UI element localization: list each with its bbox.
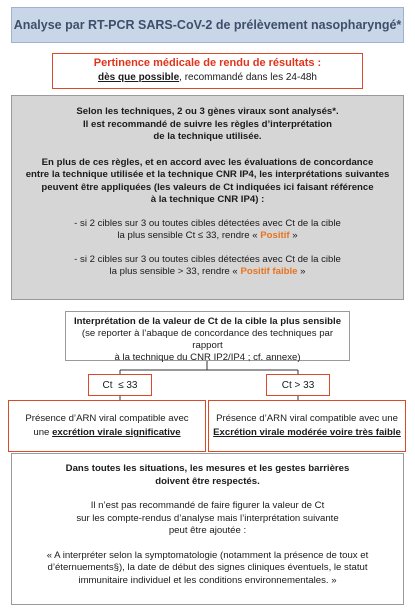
rule-positive-low [12, 254, 403, 279]
rule-line: la plus sensible > 33, rendre « [109, 266, 241, 277]
pertinence-bold: dès que possible [98, 72, 180, 83]
footer-quote [12, 550, 403, 588]
footer-para-line: sur les compte-rendus d’analyse mais l’interprétation suivante [76, 512, 339, 524]
result-significant-line: Présence d’ARN viral compatible avec [25, 413, 189, 424]
result-significant-bold: excrétion virale significative [52, 427, 181, 438]
rules-intro-line: de la technique utilisée. [153, 131, 262, 142]
result-moderate-bold: Excrétion virale modérée voire très faible [213, 427, 401, 438]
footer-quote-line: d’éternuements§), la date de début des signes cliniques éventuels, le statut [47, 562, 368, 573]
footer-heading-line: doivent être respectés. [155, 475, 260, 487]
result-significant-box [8, 400, 206, 452]
rules-concordance [12, 157, 403, 207]
ct-low-label: Ct ≤ 33 [102, 379, 138, 391]
footer-panel [11, 453, 404, 605]
pertinence-rest: , recommandé dans les 24-48h [179, 72, 317, 83]
interpretation-box [65, 311, 350, 361]
interpretation-heading: Interprétation de la valeur de Ct de la cible la plus sensible [73, 316, 342, 327]
rule-line: » [297, 266, 306, 277]
rule-positive [12, 218, 403, 243]
rules-panel [11, 95, 404, 300]
interpretation-line: (se reporter à l’abaque de concordance des techniques par rapport [81, 328, 334, 351]
footer-para-line: peut être ajoutée : [168, 525, 247, 536]
rule-line: » [289, 230, 298, 241]
rules-intro [12, 106, 403, 144]
pertinence-heading: Pertinence médicale de rendu de résultats : [93, 57, 322, 69]
rule-line: - si 2 cibles sur 3 ou toutes cibles détectées avec Ct de la cible [74, 217, 341, 229]
result-significant-line2 [33, 426, 180, 440]
concordance-line: entre la technique utilisée et la technique CNR IP4, les interprétations suivantes [25, 169, 390, 180]
rules-intro-line: Selon les techniques, 2 ou 3 gènes viraux sont analysés*. [76, 106, 339, 117]
footer-para-line: Il n’est pas recommandé de faire figurer la valeur de Ct [90, 500, 325, 511]
rule-line: la plus sensible Ct ≤ 33, rendre « [117, 230, 261, 241]
result-pre: une [33, 427, 53, 438]
footer-quote-line: « A interpréter selon la symptomatologie (notamment la présence de toux et [46, 549, 369, 561]
concordance-line: En plus de ces règles, et en accord avec les évaluations de concordance [41, 156, 374, 168]
interpretation-line: à la technique du CNR IP2/IP4 ; cf. annexe) [114, 352, 301, 363]
rule-line: - si 2 cibles sur 3 ou toutes cibles détectées avec Ct de la cible [74, 253, 341, 265]
ct-low-box [88, 374, 152, 396]
footer-quote-line: immunitaire individuel et les conditions environnementales. » [78, 574, 337, 586]
footer-paragraph [12, 500, 403, 538]
concordance-line: à la technique CNR IP4) : [150, 194, 265, 205]
concordance-line: peuvent être appliquées (les valeurs de Ct indiquées ici faisant référence [41, 181, 374, 193]
rules-intro-line: Il est recommandé de suivre les règles d’interprétation [83, 118, 332, 130]
result-moderate-line: Présence d’ARN viral compatible avec une [216, 413, 398, 424]
ct-high-box [266, 374, 330, 396]
footer-heading [12, 463, 403, 488]
title-text: Analyse par RT-PCR SARS-CoV-2 de prélèvement nasopharyngé* [13, 18, 402, 32]
result-positif: Positif [260, 230, 290, 241]
pertinence-box [52, 53, 363, 89]
ct-high-label: Ct > 33 [281, 379, 315, 391]
pertinence-line [53, 72, 362, 83]
result-moderate-box [208, 400, 406, 452]
footer-heading-line: Dans toutes les situations, les mesures et les gestes barrières [65, 463, 350, 474]
result-moderate-line2 [213, 426, 401, 440]
title-banner [11, 7, 404, 43]
result-positif-faible: Positif faible [240, 266, 298, 277]
